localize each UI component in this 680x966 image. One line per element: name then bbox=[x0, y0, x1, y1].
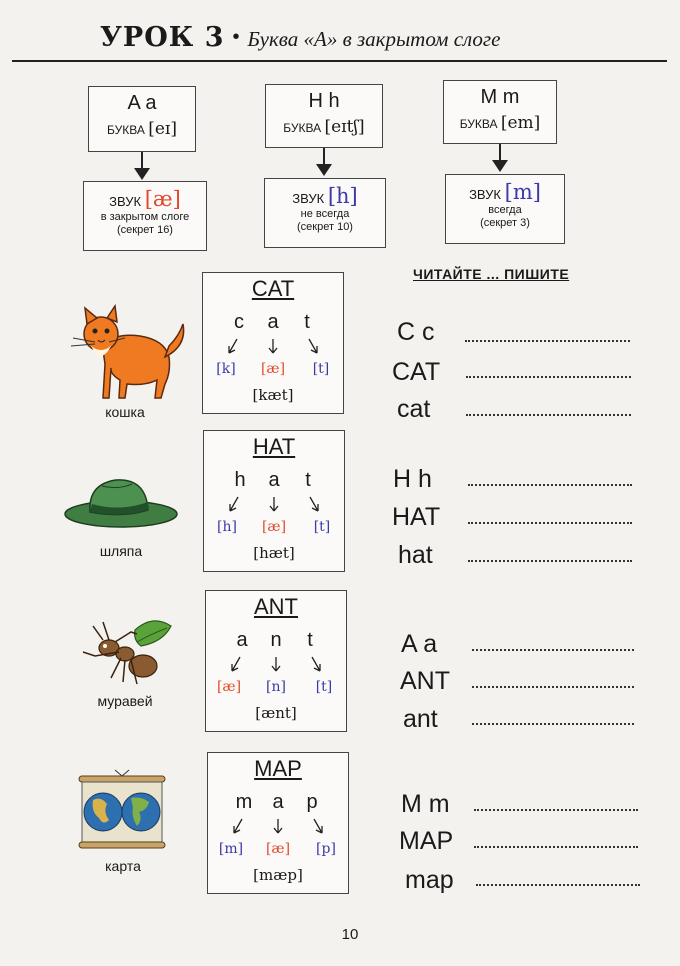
word-transcription: [kæt] bbox=[252, 386, 294, 404]
letter-box-letters: A a bbox=[127, 92, 157, 114]
word-transcription: [mæp] bbox=[253, 866, 303, 884]
sound-label: ЗВУК bbox=[469, 187, 501, 202]
picture-label: шляпа bbox=[99, 543, 143, 559]
word-letter: h bbox=[234, 469, 246, 491]
cat-icon bbox=[65, 302, 190, 402]
ant-icon bbox=[75, 612, 173, 688]
lesson-header bbox=[100, 22, 500, 53]
word-title: MAP bbox=[254, 756, 302, 781]
word-letter: t bbox=[307, 629, 313, 651]
arrow-head-icon bbox=[492, 160, 508, 172]
writing-line[interactable] bbox=[466, 376, 631, 378]
word-title: HAT bbox=[252, 434, 296, 459]
header-divider bbox=[12, 60, 667, 62]
practice-text: MAP bbox=[399, 827, 454, 855]
bukva-label: БУКВА bbox=[459, 117, 498, 131]
lesson-number: УРОК 3 bbox=[100, 22, 225, 53]
letter-box-h bbox=[265, 84, 383, 148]
letter-box-letters: M m bbox=[480, 86, 520, 108]
practice-text: cat bbox=[397, 395, 431, 423]
bukva-label: БУКВА bbox=[107, 123, 145, 137]
sound-box-a bbox=[83, 181, 207, 251]
sound-label: ЗВУК bbox=[292, 191, 325, 206]
header-bullet: • bbox=[232, 26, 240, 48]
practice-text: A a bbox=[401, 630, 438, 658]
sound-symbol: [æ] bbox=[265, 841, 291, 857]
writing-line[interactable] bbox=[472, 649, 634, 651]
sound-symbol: [t] bbox=[313, 519, 331, 535]
sound-box-m bbox=[445, 174, 565, 244]
word-letter: a bbox=[267, 311, 279, 333]
sound-symbol: [p] bbox=[316, 841, 336, 857]
practice-text: H h bbox=[393, 465, 432, 493]
sound-label: ЗВУК bbox=[109, 194, 142, 209]
word-letter: m bbox=[235, 791, 253, 813]
letter-name-transcription: [eɪtʃ] bbox=[324, 117, 365, 137]
letter-name-transcription: [em] bbox=[500, 113, 541, 133]
writing-line[interactable] bbox=[466, 414, 631, 416]
writing-line[interactable] bbox=[472, 723, 634, 725]
sound-transcription: [h] bbox=[327, 184, 358, 208]
map-icon bbox=[77, 768, 167, 850]
sound-symbol: [k] bbox=[216, 361, 236, 377]
sound-note: всегда bbox=[488, 204, 522, 216]
practice-text: ant bbox=[403, 705, 438, 733]
sound-secret: (секрет 3) bbox=[480, 217, 530, 229]
writing-line[interactable] bbox=[476, 884, 640, 886]
letter-name-transcription: [eɪ] bbox=[148, 119, 177, 139]
word-title: CAT bbox=[251, 276, 295, 301]
writing-line[interactable] bbox=[465, 340, 630, 342]
sound-symbol: [æ] bbox=[260, 361, 286, 377]
word-transcription: [ænt] bbox=[255, 704, 297, 722]
bukva-label: БУКВА bbox=[283, 121, 322, 135]
lesson-topic: Буква «А» в закрытом слоге bbox=[247, 27, 501, 51]
sound-symbol: [n] bbox=[266, 679, 286, 695]
word-letter: a bbox=[268, 469, 280, 491]
word-letter: t bbox=[305, 469, 311, 491]
sound-symbol: [t] bbox=[315, 679, 333, 695]
page-number: 10 bbox=[341, 926, 359, 943]
word-card-hat bbox=[203, 430, 345, 572]
sound-symbol: [t] bbox=[312, 361, 330, 377]
word-letter: n bbox=[270, 629, 282, 651]
read-write-heading: ЧИТАЙТЕ ... ПИШИТЕ bbox=[413, 266, 570, 282]
sound-symbol: [m] bbox=[218, 841, 244, 857]
word-letter: p bbox=[306, 791, 318, 813]
arrow-head-icon bbox=[134, 168, 150, 180]
word-card-map bbox=[207, 752, 349, 894]
practice-text: CAT bbox=[392, 358, 441, 386]
writing-line[interactable] bbox=[468, 484, 632, 486]
writing-line[interactable] bbox=[474, 846, 638, 848]
sound-symbol: [æ] bbox=[216, 679, 242, 695]
picture-label: муравей bbox=[97, 693, 153, 709]
sound-note: не всегда bbox=[300, 208, 350, 220]
sound-transcription: [m] bbox=[504, 180, 541, 204]
practice-text: ANT bbox=[400, 667, 450, 695]
writing-line[interactable] bbox=[468, 560, 632, 562]
sound-symbol: [h] bbox=[217, 519, 237, 535]
word-letter: t bbox=[304, 311, 310, 333]
word-card-ant bbox=[205, 590, 347, 732]
letter-box-a bbox=[88, 86, 196, 152]
sound-secret: (секрет 10) bbox=[297, 221, 353, 233]
writing-line[interactable] bbox=[474, 809, 638, 811]
word-title: ANT bbox=[254, 594, 298, 619]
writing-line[interactable] bbox=[472, 686, 634, 688]
word-letter: a bbox=[236, 629, 248, 651]
practice-text: hat bbox=[398, 541, 433, 569]
practice-text: C c bbox=[397, 318, 435, 346]
sound-symbol: [æ] bbox=[261, 519, 287, 535]
practice-text: M m bbox=[401, 790, 450, 818]
writing-line[interactable] bbox=[468, 522, 632, 524]
practice-text: HAT bbox=[392, 503, 441, 531]
sound-box-h bbox=[264, 178, 386, 248]
sound-transcription: [æ] bbox=[144, 187, 181, 211]
word-letter: c bbox=[234, 311, 244, 333]
picture-label: карта bbox=[105, 858, 141, 874]
letter-box-letters: H h bbox=[308, 90, 340, 112]
sound-secret: (секрет 16) bbox=[117, 224, 173, 236]
word-letter: a bbox=[272, 791, 284, 813]
word-transcription: [hæt] bbox=[253, 544, 295, 562]
sound-note: в закрытом слоге bbox=[100, 211, 190, 223]
picture-label: кошка bbox=[105, 404, 145, 420]
word-card-cat bbox=[202, 272, 344, 414]
practice-text: map bbox=[405, 866, 454, 894]
letter-box-m bbox=[443, 80, 557, 144]
hat-icon bbox=[62, 474, 180, 534]
arrow-head-icon bbox=[316, 164, 332, 176]
